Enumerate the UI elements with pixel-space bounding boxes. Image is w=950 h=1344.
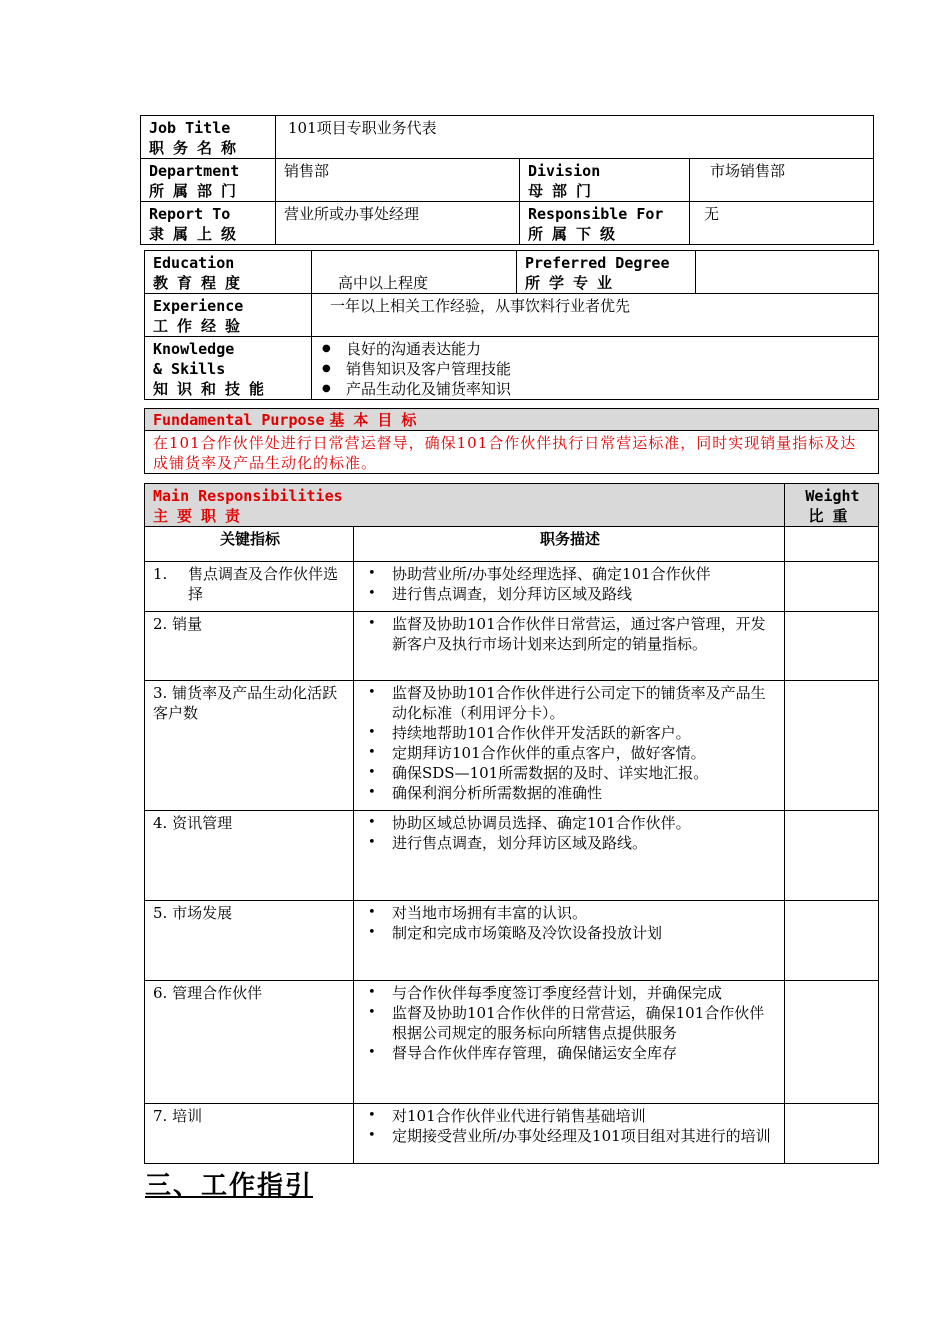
department-label: Department 所属部门 (141, 159, 276, 202)
department-value: 销售部 (276, 159, 520, 202)
list-item: • 监督及协助101合作伙伴的日常营运，确保101合作伙伴根据公司规定的服务标向所辖售点提供服务 (362, 1003, 778, 1043)
list-item: • 进行售点调查，划分拜访区域及路线 (362, 584, 778, 604)
list-item: • 确保SDS—101所需数据的及时、详实地汇报。 (362, 763, 778, 783)
report-to-value: 营业所或办事处经理 (276, 202, 520, 245)
kpi-cell: 1. 售点调查及合作伙伴选择 (145, 562, 354, 612)
list-item: • 定期接受营业所/办事处经理及101项目组对其进行的培训 (362, 1126, 778, 1146)
weight-cell (785, 901, 879, 981)
responsible-for-value: 无 (690, 202, 874, 245)
list-item: • 持续地帮助101合作伙伴开发活跃的新客户。 (362, 723, 778, 743)
description-cell (354, 681, 785, 811)
kpi-cell: 4. 资讯管理 (145, 811, 354, 901)
description-cell (354, 1104, 785, 1164)
education-value: 高中以上程度 (312, 251, 517, 294)
list-item: • 对101合作伙伴业代进行销售基础培训 (362, 1106, 778, 1126)
description-cell (354, 612, 785, 681)
list-item: • 督导合作伙伴库存管理，确保储运安全库存 (362, 1043, 778, 1063)
job-title-label: Job Title 职务名称 (141, 116, 276, 159)
knowledge-item: ● 销售知识及客户管理技能 (316, 359, 872, 379)
weight-cell (785, 681, 879, 811)
responsibilities-table (144, 483, 879, 1164)
job-title-value: 101项目专职业务代表 (276, 116, 874, 159)
kpi-column-header: 关键指标 (145, 527, 354, 562)
list-item: • 协助区域总协调员选择、确定101合作伙伴。 (362, 813, 778, 833)
division-label: Division 母部门 (520, 159, 690, 202)
requirements-table (144, 250, 879, 400)
knowledge-label: Knowledge & Skills 知识和技能 (145, 337, 312, 400)
kpi-cell: 6. 管理合作伙伴 (145, 981, 354, 1104)
preferred-degree-value (696, 251, 879, 294)
weight-cell (785, 1104, 879, 1164)
weight-cell (785, 527, 879, 562)
education-label: Education 教育程度 (145, 251, 312, 294)
preferred-degree-label: Preferred Degree 所学专业 (517, 251, 696, 294)
list-item: • 制定和完成市场策略及冷饮设备投放计划 (362, 923, 778, 943)
section-heading: 三、工作指引 (145, 1171, 314, 1201)
kpi-cell: 5. 市场发展 (145, 901, 354, 981)
division-value: 市场销售部 (690, 159, 874, 202)
weight-header: Weight 比重 (785, 484, 879, 527)
table-row (145, 981, 879, 1104)
table-row (145, 562, 879, 612)
description-cell (354, 811, 785, 901)
report-to-label: Report To 隶属上级 (141, 202, 276, 245)
table-row (145, 811, 879, 901)
experience-value: 一年以上相关工作经验，从事饮料行业者优先 (312, 294, 879, 337)
knowledge-list (312, 337, 879, 400)
kpi-cell: 3. 铺货率及产品生动化活跃客户数 (145, 681, 354, 811)
weight-cell (785, 562, 879, 612)
description-cell (354, 981, 785, 1104)
responsible-for-label: Responsible For 所属下级 (520, 202, 690, 245)
description-column-header: 职务描述 (354, 527, 785, 562)
description-cell (354, 901, 785, 981)
list-item: • 确保利润分析所需数据的准确性 (362, 783, 778, 803)
table-row (145, 612, 879, 681)
table-row (145, 681, 879, 811)
list-item: • 对当地市场拥有丰富的认识。 (362, 903, 778, 923)
list-item: • 监督及协助101合作伙伴日常营运，通过客户管理，开发新客户及执行市场计划来达到所定的销量指标。 (362, 614, 778, 654)
description-cell (354, 562, 785, 612)
responsibilities-header: Main Responsibilities 主要职责 (145, 484, 785, 527)
purpose-header: Fundamental Purpose 基本目标 (145, 409, 879, 431)
knowledge-item: ● 产品生动化及铺货率知识 (316, 379, 872, 399)
list-item: • 监督及协助101合作伙伴进行公司定下的铺货率及产品生动化标准（利用评分卡）。 (362, 683, 778, 723)
list-item: • 进行售点调查，划分拜访区域及路线。 (362, 833, 778, 853)
basic-info-table (140, 115, 874, 245)
kpi-cell: 2. 销量 (145, 612, 354, 681)
purpose-table (144, 408, 879, 474)
kpi-cell: 7. 培训 (145, 1104, 354, 1164)
purpose-text: 在101合作伙伴处进行日常营运督导，确保101合作伙伴执行日常营运标准，同时实现销量指标及达成铺货率及产品生动化的标准。 (145, 431, 879, 474)
knowledge-item: ● 良好的沟通表达能力 (316, 339, 872, 359)
experience-label: Experience 工作经验 (145, 294, 312, 337)
weight-cell (785, 981, 879, 1104)
weight-cell (785, 612, 879, 681)
table-row (145, 1104, 879, 1164)
weight-cell (785, 811, 879, 901)
list-item: • 协助营业所/办事处经理选择、确定101合作伙伴 (362, 564, 778, 584)
list-item: • 定期拜访101合作伙伴的重点客户，做好客情。 (362, 743, 778, 763)
list-item: • 与合作伙伴每季度签订季度经营计划，并确保完成 (362, 983, 778, 1003)
table-row (145, 901, 879, 981)
